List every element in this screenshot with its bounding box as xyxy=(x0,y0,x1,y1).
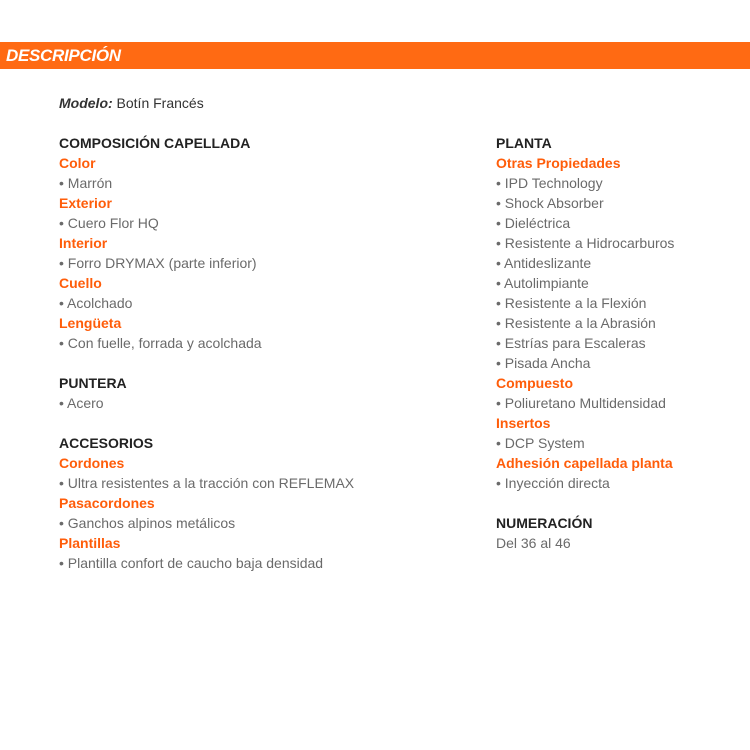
property-label-lengueta: Lengüeta xyxy=(59,315,122,331)
property-value: • Poliuretano Multidensidad xyxy=(496,395,666,411)
property-value: • Pisada Ancha xyxy=(496,355,591,371)
property-label-exterior: Exterior xyxy=(59,195,112,211)
section-heading: COMPOSICIÓN CAPELLADA xyxy=(59,135,251,151)
section-planta xyxy=(496,133,746,493)
property-value: • Shock Absorber xyxy=(496,195,604,211)
property-value: • Dieléctrica xyxy=(496,215,571,231)
property-value: • Autolimpiante xyxy=(496,275,589,291)
property-value: • Resistente a la Abrasión xyxy=(496,315,656,331)
banner-title: DESCRIPCIÓN xyxy=(6,46,121,65)
property-label-adhesion-capellada-planta: Adhesión capellada planta xyxy=(496,455,673,471)
property-value: • Acolchado xyxy=(59,295,133,311)
section-puntera xyxy=(59,373,459,413)
description-banner xyxy=(0,42,750,69)
left-column xyxy=(59,133,459,573)
property-value: • Resistente a la Flexión xyxy=(496,295,647,311)
property-label-cordones: Cordones xyxy=(59,455,125,471)
section-composicion-capellada xyxy=(59,133,459,353)
model-value: Botín Francés xyxy=(116,95,204,111)
property-value: • Con fuelle, forrada y acolchada xyxy=(59,335,262,351)
section-heading: NUMERACIÓN xyxy=(496,515,593,531)
property-label-compuesto: Compuesto xyxy=(496,375,573,391)
property-value: • Antideslizante xyxy=(496,255,592,271)
section-gap xyxy=(59,353,459,373)
property-label-otras-propiedades: Otras Propiedades xyxy=(496,155,621,171)
model-label: Modelo: xyxy=(59,95,113,111)
property-value: • Estrías para Escaleras xyxy=(496,335,646,351)
property-label-pasacordones: Pasacordones xyxy=(59,495,155,511)
section-accesorios xyxy=(59,433,459,573)
property-value: • Inyección directa xyxy=(496,475,610,491)
property-value: • Ultra resistentes a la tracción con REFLEMAX xyxy=(59,475,355,491)
property-value: • Ganchos alpinos metálicos xyxy=(59,515,236,531)
section-heading: ACCESORIOS xyxy=(59,435,154,451)
property-label-color: Color xyxy=(59,155,96,171)
property-value: • Forro DRYMAX (parte inferior) xyxy=(59,255,257,271)
section-gap xyxy=(59,413,459,433)
property-value: • Plantilla confort de caucho baja densidad xyxy=(59,555,324,571)
property-value: Del 36 al 46 xyxy=(496,535,571,551)
property-value: • Marrón xyxy=(59,175,113,191)
property-value: • Resistente a Hidrocarburos xyxy=(496,235,675,251)
property-value: • DCP System xyxy=(496,435,585,451)
section-heading: PUNTERA xyxy=(59,375,127,391)
section-numeracion xyxy=(496,513,746,553)
property-value: • IPD Technology xyxy=(496,175,603,191)
right-column xyxy=(496,133,746,553)
section-heading: PLANTA xyxy=(496,135,552,151)
section-gap xyxy=(496,493,746,513)
property-value: • Acero xyxy=(59,395,104,411)
property-label-insertos: Insertos xyxy=(496,415,551,431)
property-label-plantillas: Plantillas xyxy=(59,535,121,551)
property-label-interior: Interior xyxy=(59,235,108,251)
model-line xyxy=(59,93,204,113)
property-label-cuello: Cuello xyxy=(59,275,102,291)
property-value: • Cuero Flor HQ xyxy=(59,215,159,231)
